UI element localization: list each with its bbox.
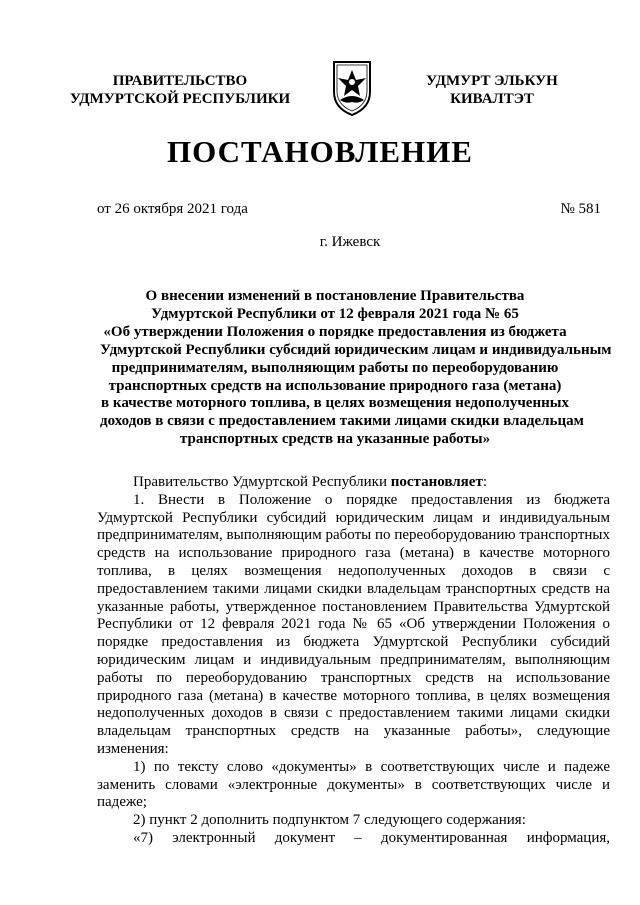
title-line: транспортных средств на указанные работы» [179, 431, 491, 448]
body-line: предоставлением такими лицами скидки владельцам транспортных средств на [97, 580, 610, 597]
body-line: предпринимателям, выполняющим работы по переоборудованию транспортных [97, 527, 610, 544]
title-line: доходов в связи с предоставлением такими лицами скидки владельцам [100, 413, 584, 430]
body-line: изменения: [97, 740, 169, 757]
title-line: предпринимателям, выполняющим работы по переоборудованию [111, 359, 559, 376]
document-type: ПОСТАНОВЛЕНИЕ [167, 134, 473, 169]
title-line: транспортных средств на использование природного газа (метана) [108, 377, 562, 394]
issuer-line: УДМУРТ ЭЛЬКУН [426, 73, 558, 89]
body-line: «7) электронный документ – документированная информация, [133, 829, 610, 846]
body-line: недополученных доходов в связи с предоставлением такими лицами скидки [97, 705, 610, 722]
intro-paragraph [97, 474, 610, 492]
body-line: природного газа (метана) в качестве моторного топлива, в целях возмещения [97, 687, 610, 704]
body-line: 1. Внести в Положение о порядке предоставления из бюджета [133, 491, 610, 508]
title-line: О внесении изменений в постановление Правительства [145, 288, 525, 304]
body-line: падеже; [97, 794, 147, 811]
title-line: Удмуртской Республики от 12 февраля 2021 года № 65 [151, 305, 519, 322]
title-line: Удмуртской Республики субсидий юридическим лицам и индивидуальным [100, 341, 612, 358]
document-city: г. Ижевск [319, 234, 381, 250]
intro-text: Правительство Удмуртской Республики [133, 474, 391, 490]
body-line: юридическим лицам и индивидуальным предпринимателям, выполняющим [97, 651, 610, 668]
document-body [97, 474, 610, 848]
body-line: заменить словами «электронные документы» в соответствующих числе и [97, 776, 610, 793]
body-line: порядке предоставления из бюджета Удмуртской Республики субсидий [97, 634, 610, 651]
body-line: средств на использование природного газа (метана) в качестве моторного [97, 545, 610, 562]
document-title [100, 288, 612, 449]
document-date: от 26 октября 2021 года [97, 201, 248, 217]
issuer-line: ПРАВИТЕЛЬСТВО [112, 73, 248, 89]
intro-decree-word: постановляет [390, 474, 483, 490]
title-line: «Об утверждении Положения о порядке предоставления из бюджета [103, 323, 567, 340]
body-line: 1) по тексту слово «документы» в соответствующих числе и падеже [133, 758, 610, 775]
body-line: работы по переоборудованию транспортных средств на использование [97, 669, 610, 686]
body-line: топлива, в целях возмещения недополученных доходов в связи с [97, 562, 610, 579]
body-line: 2) пункт 2 дополнить подпунктом 7 следующего содержания: [133, 812, 526, 829]
document-number: № 581 [560, 201, 601, 217]
intro-colon: : [482, 474, 487, 490]
coat-of-arms-icon [330, 58, 374, 118]
issuer-name-russian [60, 72, 300, 108]
body-line: Удмуртской Республики субсидий юридическим лицам и индивидуальным [97, 509, 610, 526]
issuer-line: КИВАЛТЭТ [450, 91, 534, 107]
issuer-line: УДМУРТСКОЙ РЕСПУБЛИКИ [69, 91, 291, 107]
body-line: владельцам транспортных средств на указанные работы», следующие [97, 723, 610, 740]
body-line: указанные работы, утвержденное постановлением Правительства Удмуртской [97, 598, 610, 615]
title-line: в качестве моторного топлива, в целях возмещения недополученных [101, 395, 569, 412]
issuer-name-udmurt [402, 72, 582, 108]
body-line: Республики от 12 февраля 2021 года № 65 «Об утверждении Положения о [97, 616, 610, 633]
